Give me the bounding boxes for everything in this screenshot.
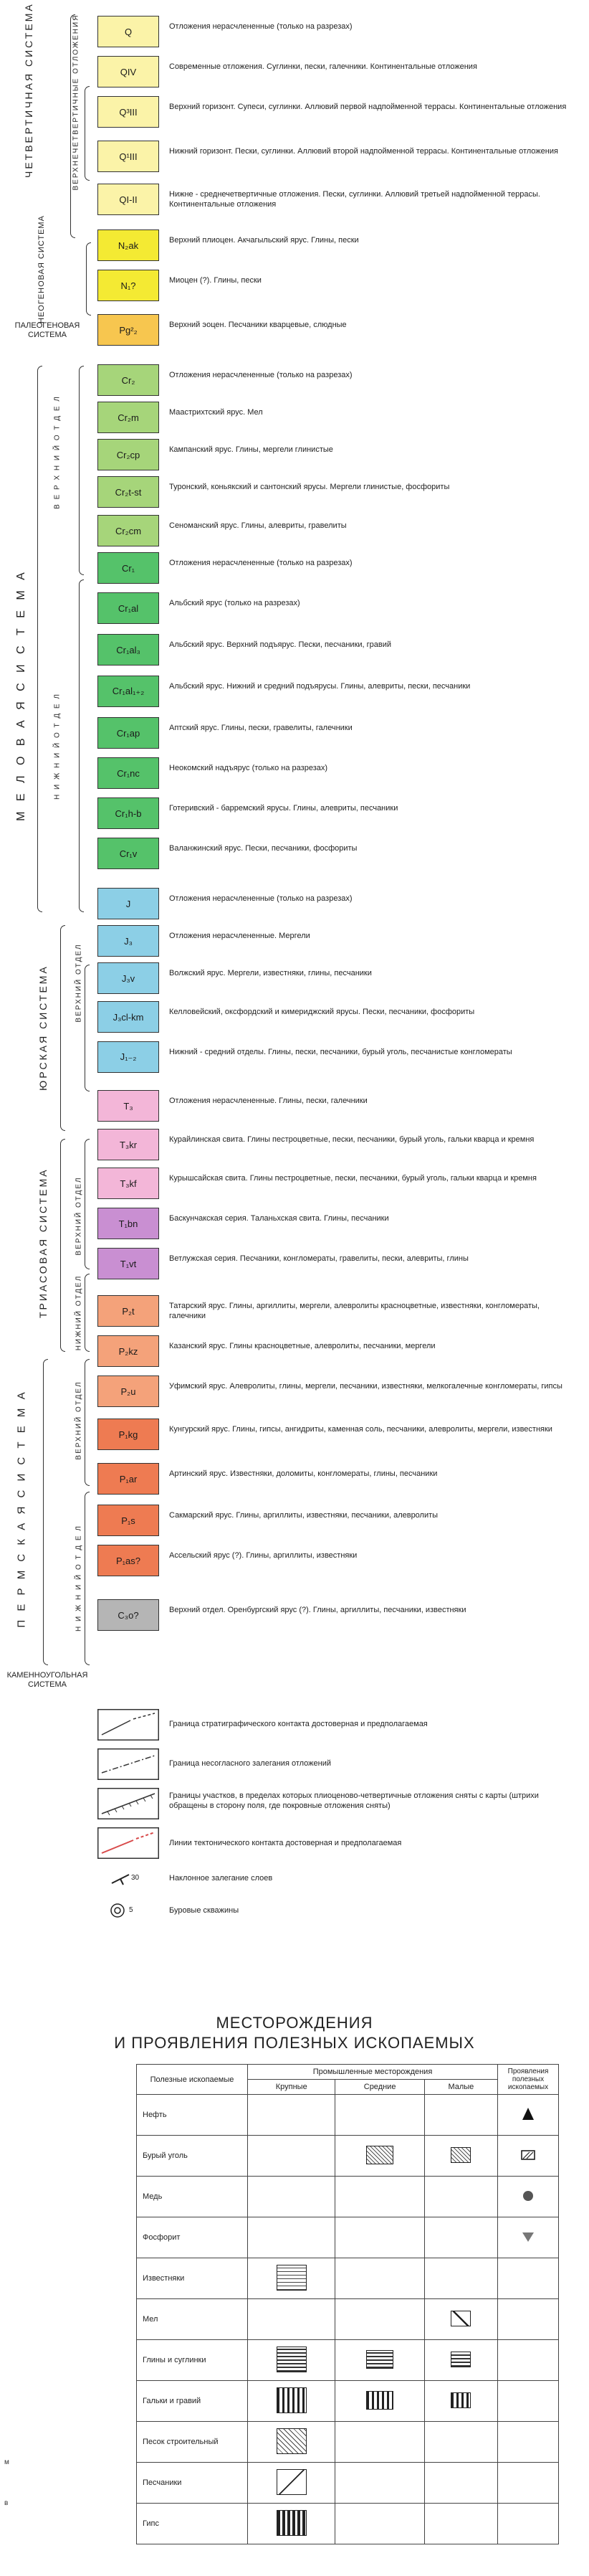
unit-box: J₁₋₂ <box>97 1041 159 1073</box>
mineral-row <box>137 2095 559 2136</box>
cell-medium <box>335 2463 424 2504</box>
unit-description: Казанский ярус. Глины красноцветные, алевролиты, песчаники, мергели <box>169 1342 436 1350</box>
down-triangle-show-icon <box>521 2236 535 2245</box>
unit-description: Отложения нерасчлененные (только на разрезах) <box>169 371 353 379</box>
mineral-name: Глины и суглинки <box>137 2340 248 2381</box>
cell-medium <box>335 2340 424 2381</box>
unit-box: T₃kf <box>97 1168 159 1199</box>
mineral-name: Бурый уголь <box>137 2136 248 2177</box>
unit-box: QIV <box>97 56 159 87</box>
unit-description: Альбский ярус (только на разрезах) <box>169 599 300 607</box>
gypsum-deposit-marker <box>277 2510 307 2536</box>
mineral-row <box>137 2381 559 2422</box>
brace-cretaceous <box>37 366 42 912</box>
cell-large <box>248 2299 335 2340</box>
cell-shows <box>498 2299 559 2340</box>
unconformity-symbol <box>97 1748 159 1780</box>
unit-box: P₂u <box>97 1375 159 1407</box>
borehole-symbol <box>109 1902 126 1919</box>
cell-small <box>424 2136 497 2177</box>
unit-box: Q¹III <box>97 141 159 172</box>
mineral-row <box>137 2177 559 2217</box>
circle-show-icon <box>522 2196 535 2205</box>
cell-large <box>248 2258 335 2299</box>
series-triassic-upper: ВЕРХНИЙ ОТДЕЛ <box>75 1176 83 1256</box>
unit-box: J₃cl-km <box>97 1001 159 1033</box>
unit-box: Cr₂cp <box>97 439 159 470</box>
unit-box: N₂ak <box>97 229 159 261</box>
mineral-row <box>137 2258 559 2299</box>
subsystem-upper-quaternary: ВЕРХНЕЧЕТВЕРТИЧНЫЕ ОТЛОЖЕНИЯ <box>72 14 80 191</box>
cell-large <box>248 2136 335 2177</box>
system-jurassic: ЮРСКАЯ СИСТЕМА <box>37 965 49 1091</box>
header-small: Малые <box>424 2080 497 2095</box>
series-permian-lower: Н И Ж Н И Й О Т Д Е Л <box>75 1525 83 1632</box>
unit-description: Келловейский, оксфордский и кимериджский ярусы. Пески, песчаники, фосфориты <box>169 1008 475 1016</box>
unit-description: Готеривский - барремский ярусы. Глины, алевриты, песчаники <box>169 804 398 813</box>
borehole-text: Буровые скважины <box>169 1906 239 1915</box>
cell-medium <box>335 2422 424 2463</box>
cell-medium <box>335 2381 424 2422</box>
unit-box: J₃ <box>97 925 159 957</box>
cell-small <box>424 2217 497 2258</box>
brace-triassic <box>60 1139 65 1352</box>
unit-description: Артинский ярус. Известняки, доломиты, конгломераты, глины, песчаники <box>169 1469 438 1478</box>
unit-description: Татарский ярус. Глины, аргиллиты, мергели, алевролиты красноцветные, известняки, конгломераты, галечники <box>169 1302 540 1320</box>
unit-box: Cr₁ap <box>97 717 159 749</box>
unit-box: T₃ <box>97 1090 159 1122</box>
mineral-row <box>137 2504 559 2544</box>
unit-description: Альбский ярус. Нижний и средний подъярусы. Глины, алевриты, пески, песчаники <box>169 682 471 691</box>
unit-box: P₁as? <box>97 1545 159 1576</box>
system-paleogene: ПАЛЕОГЕНОВАЯ СИСТЕМА <box>14 321 80 339</box>
gravel-deposit-marker <box>277 2387 307 2413</box>
cell-large <box>248 2177 335 2217</box>
unit-description: Ветлужская серия. Песчаники, конгломераты, гравелиты, пески, алевриты, глины <box>169 1254 469 1263</box>
unit-description: Сеноманский ярус. Глины, алевриты, гравелиты <box>169 521 347 530</box>
header-mineral: Полезные ископаемые <box>137 2065 248 2095</box>
triangle-show-icon <box>521 2115 535 2123</box>
cell-small <box>424 2463 497 2504</box>
unit-description: Отложения нерасчлененные (только на разрезах) <box>169 22 353 31</box>
unit-box: J <box>97 888 159 919</box>
cell-shows <box>498 2463 559 2504</box>
series-cretaceous-upper: В Е Р Х Н И Й О Т Д Е Л <box>53 395 62 509</box>
unit-description: Валанжинский ярус. Пески, песчаники, фосфориты <box>169 844 358 853</box>
system-carboniferous: КАМЕННОУГОЛЬНАЯ СИСТЕМА <box>6 1671 88 1689</box>
unit-box: Cr₁v <box>97 838 159 869</box>
unconformity-text: Граница несогласного залегания отложений <box>169 1759 332 1768</box>
cell-shows <box>498 2381 559 2422</box>
margin-note-m: м <box>4 2458 9 2466</box>
unit-description: Верхний плиоцен. Акчагыльский ярус. Глины, пески <box>169 236 359 245</box>
cell-shows <box>498 2422 559 2463</box>
unit-description: Ассельский ярус (?). Глины, аргиллиты, известняки <box>169 1551 358 1560</box>
unit-box: J₃v <box>97 962 159 994</box>
cell-large <box>248 2422 335 2463</box>
cell-large <box>248 2095 335 2136</box>
brace-jurassic-upper <box>85 965 90 1092</box>
cell-large <box>248 2381 335 2422</box>
unit-description: Кампанский ярус. Глины, мергели глинистые <box>169 445 333 454</box>
square-show-icon <box>521 2154 535 2162</box>
cell-small <box>424 2381 497 2422</box>
cell-shows <box>498 2136 559 2177</box>
brace-permian-lower <box>85 1492 90 1665</box>
unit-box: T₁bn <box>97 1208 159 1239</box>
header-medium: Средние <box>335 2080 424 2095</box>
cell-large <box>248 2504 335 2544</box>
mineral-name: Нефть <box>137 2095 248 2136</box>
mineral-row <box>137 2299 559 2340</box>
cell-large <box>248 2340 335 2381</box>
minerals-title-line1: МЕСТОРОЖДЕНИЯ <box>216 2014 373 2032</box>
chalk-deposit-marker <box>451 2311 471 2326</box>
mineral-row <box>137 2136 559 2177</box>
minerals-table <box>136 2064 559 2544</box>
cell-small <box>424 2258 497 2299</box>
series-triassic-lower: НИЖНИЙ ОТДЕЛ <box>75 1274 83 1351</box>
unit-box: C₃o? <box>97 1599 159 1631</box>
unit-description: Отложения нерасчлененные. Мергели <box>169 932 310 940</box>
unit-description: Нижний горизонт. Пески, суглинки. Аллювий второй надпойменной террасы. Континентальные отложения <box>169 147 558 156</box>
brace-triassic-lower <box>85 1274 90 1352</box>
tectonic-contact-text: Линии тектонического контакта достоверная и предполагаемая <box>169 1839 402 1847</box>
mineral-name: Гипс <box>137 2504 248 2544</box>
unit-description: Уфимский ярус. Алевролиты, глины, мергели, песчаники, известняки, мелкогалечные конгломераты, гипсы <box>169 1382 562 1391</box>
mineral-name: Фосфорит <box>137 2217 248 2258</box>
brace-upper-quaternary <box>85 86 90 181</box>
mineral-row <box>137 2463 559 2504</box>
unit-description: Сакмарский ярус. Глины, аргиллиты, известняки, песчаники, алевролиты <box>169 1511 439 1520</box>
gravel-deposit-marker <box>366 2391 393 2410</box>
cell-small <box>424 2504 497 2544</box>
system-cretaceous: М Е Л О В А Я С И С Т Е М А <box>15 569 27 821</box>
unit-description: Верхний горизонт. Супеси, суглинки. Аллювий первой надпойменной террасы. Континентальные отложения <box>169 103 567 111</box>
unit-description: Волжский ярус. Мергели, известняки, глины, песчаники <box>169 969 372 977</box>
plio-quaternary-symbol <box>97 1788 159 1819</box>
unit-description: Кунгурский ярус. Глины, гипсы, ангидриты, каменная соль, песчаники, алевролиты, мергели, известняки <box>169 1425 552 1434</box>
unit-description: Аптский ярус. Глины, пески, гравелиты, галечники <box>169 724 353 732</box>
unit-description: Отложения нерасчлененные (только на разрезах) <box>169 894 353 903</box>
series-cretaceous-lower: Н И Ж Н И Й О Т Д Е Л <box>53 693 62 800</box>
mineral-name: Известняки <box>137 2258 248 2299</box>
unit-box: T₃kr <box>97 1129 159 1160</box>
stratigraphic-contact-symbol <box>97 1709 159 1741</box>
unit-box: QI-II <box>97 184 159 215</box>
clay-deposit-marker <box>366 2350 393 2369</box>
unit-description: Отложения нерасчлененные (только на разрезах) <box>169 559 353 567</box>
unit-description: Верхний отдел. Оренбургский ярус (?). Глины, аргиллиты, песчаники, известняки <box>169 1606 466 1614</box>
unit-box: Pg²₂ <box>97 314 159 346</box>
brace-triassic-upper <box>85 1139 90 1269</box>
cell-shows <box>498 2095 559 2136</box>
cell-small <box>424 2177 497 2217</box>
brace-permian-upper <box>85 1359 90 1486</box>
unit-description: Верхний эоцен. Песчаники кварцевые, слюдные <box>169 321 347 329</box>
header-shows: Проявления полезных ископаемых <box>498 2065 559 2095</box>
unit-box: Cr₂cm <box>97 515 159 546</box>
cell-medium <box>335 2258 424 2299</box>
tectonic-contact-symbol <box>97 1827 159 1859</box>
clay-deposit-marker <box>277 2347 307 2372</box>
unit-box: Q³III <box>97 96 159 128</box>
coal-deposit-marker <box>366 2146 393 2164</box>
sandstone-deposit-marker <box>277 2469 307 2495</box>
unit-box: Cr₁nc <box>97 757 159 789</box>
cell-shows <box>498 2340 559 2381</box>
mineral-row <box>137 2217 559 2258</box>
cell-shows <box>498 2504 559 2544</box>
clay-deposit-marker <box>451 2352 471 2367</box>
unit-box: Cr₁al₃ <box>97 634 159 666</box>
dip-value: 30 <box>131 1874 140 1882</box>
cell-shows <box>498 2177 559 2217</box>
unit-description: Баскунчакская серия. Таланьхская свита. Глины, песчаники <box>169 1214 389 1223</box>
unit-box: P₁ar <box>97 1463 159 1495</box>
dip-text: Наклонное залегание слоев <box>169 1874 273 1883</box>
unit-box: Q <box>97 16 159 47</box>
unit-box: Cr₁al₁₊₂ <box>97 676 159 707</box>
header-large: Крупные <box>248 2080 335 2095</box>
cell-medium <box>335 2095 424 2136</box>
mineral-row <box>137 2340 559 2381</box>
brace-quaternary <box>70 14 75 238</box>
brace-permian <box>43 1359 48 1665</box>
limestone-deposit-marker <box>277 2265 307 2291</box>
mineral-name: Медь <box>137 2177 248 2217</box>
unit-box: Cr₁ <box>97 552 159 584</box>
stratigraphic-contact-text: Граница стратиграфического контакта достоверная и предполагаемая <box>169 1720 428 1728</box>
brace-cretaceous-lower <box>79 579 84 912</box>
unit-description: Курайлинская свита. Глины пестроцветные, пески, песчаники, бурый уголь, гальки кварца и кремня <box>169 1135 535 1144</box>
cell-small <box>424 2422 497 2463</box>
coal-deposit-marker <box>451 2147 471 2163</box>
sand-deposit-marker <box>277 2428 307 2454</box>
unit-box: N₁? <box>97 270 159 301</box>
cell-small <box>424 2095 497 2136</box>
cell-shows <box>498 2217 559 2258</box>
mineral-row <box>137 2422 559 2463</box>
brace-neogene <box>86 242 91 316</box>
borehole-value: 5 <box>129 1906 133 1914</box>
cell-large <box>248 2217 335 2258</box>
unit-box: P₁s <box>97 1505 159 1536</box>
cell-medium <box>335 2136 424 2177</box>
mineral-name: Песок строительный <box>137 2422 248 2463</box>
cell-small <box>424 2299 497 2340</box>
unit-description: Альбский ярус. Верхний подъярус. Пески, песчаники, гравий <box>169 640 392 649</box>
minerals-title-line2: И ПРОЯВЛЕНИЯ ПОЛЕЗНЫХ ИСКОПАЕМЫХ <box>114 2034 475 2052</box>
unit-box: P₁kg <box>97 1419 159 1450</box>
unit-description: Нижне - среднечетвертичные отложения. Пески, суглинки. Аллювий третьей надпойменной террасы. Континентальные отложения <box>169 190 540 209</box>
cell-small <box>424 2340 497 2381</box>
header-industrial: Промышленные месторождения <box>248 2065 498 2080</box>
mineral-name: Мел <box>137 2299 248 2340</box>
unit-description: Миоцен (?). Глины, пески <box>169 276 262 285</box>
unit-box: Cr₁h-b <box>97 797 159 829</box>
cell-medium <box>335 2504 424 2544</box>
unit-box: Cr₂m <box>97 402 159 433</box>
series-permian-upper: ВЕРХНИЙ ОТДЕЛ <box>75 1381 83 1460</box>
unit-description: Нижний - средний отделы. Глины, пески, песчаники, бурый уголь, песчанистые конгломераты <box>169 1048 512 1056</box>
brace-cretaceous-upper <box>79 366 84 575</box>
cell-shows <box>498 2258 559 2299</box>
mineral-name: Гальки и гравий <box>137 2381 248 2422</box>
margin-note-n: в <box>4 2499 9 2507</box>
unit-description: Отложения нерасчлененные. Глины, пески, галечники <box>169 1097 368 1105</box>
unit-box: Cr₁al <box>97 592 159 624</box>
system-quaternary: ЧЕТВЕРТИЧНАЯ СИСТЕМА <box>23 2 34 178</box>
gravel-deposit-marker <box>451 2392 471 2408</box>
unit-box: Cr₂t-st <box>97 476 159 508</box>
unit-description: Туронский, коньякский и сантонский ярусы. Мергели глинистые, фосфориты <box>169 483 450 491</box>
cell-medium <box>335 2299 424 2340</box>
system-neogene: НЕОГЕНОВАЯ СИСТЕМА <box>37 215 46 323</box>
unit-box: Cr₂ <box>97 364 159 396</box>
unit-description: Современные отложения. Суглинки, пески, галечники. Континентальные отложения <box>169 62 477 71</box>
cell-medium <box>335 2177 424 2217</box>
system-permian: П Е Р М С К А Я С И С Т Е М А <box>15 1389 28 1628</box>
unit-box: P₂kz <box>97 1335 159 1367</box>
unit-box: T₁vt <box>97 1248 159 1279</box>
unit-description: Неокомский надъярус (только на разрезах) <box>169 764 328 772</box>
brace-jurassic <box>60 925 65 1131</box>
unit-description: Курышсайская свита. Глины пестроцветные, пески, песчаники, бурый уголь, гальки кварца и кремня <box>169 1174 537 1183</box>
cell-large <box>248 2463 335 2504</box>
unit-description: Маастрихтский ярус. Мел <box>169 408 263 417</box>
unit-box: P₂t <box>97 1295 159 1327</box>
cell-medium <box>335 2217 424 2258</box>
mineral-name: Песчаники <box>137 2463 248 2504</box>
system-triassic: ТРИАСОВАЯ СИСТЕМА <box>37 1168 49 1318</box>
series-jurassic-upper: ВЕРХНИЙ ОТДЕЛ <box>75 943 83 1023</box>
plio-quaternary-text: Границы участков, в пределах которых плиоценово-четвертичные отложения сняты с карты (штрихи обращены в сторону поля, где покровные отложения сняты) <box>169 1791 539 1810</box>
